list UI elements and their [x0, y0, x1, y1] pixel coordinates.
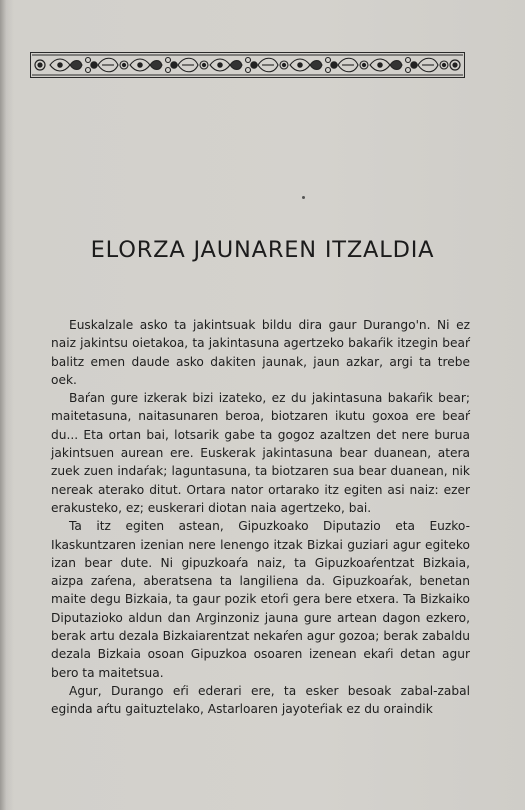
decorative-header-ornament-icon: [30, 52, 465, 78]
paragraph: Baŕan gure izkerak bizi izateko, ez du jakintasuna bakaŕik bear; maitetasuna, naitasunaren beroa, biotzaren ikutu goxoa ere beaŕ du... Eta ortan bai, lotsarik gabe ta gogoz azaltzen det nere burua jakintsuen aurean ere. Euskerak jakintasuna bear duanean, atera zuek zuen indaŕak; laguntasuna, ta biotzaren sua bear duanean, nik nereak aterako ditut. Ortara nator ortarako itz egiten asi naiz: ezer erakusteko, ez; euskerari diotan naia agertzeko, bai.: [51, 391, 470, 515]
paragraph: Ta itz egiten astean, Gipuzkoako Diputazio eta Euzko-Ikaskuntzaren izenian nere lenengo itzak Bizkai guziari agur egiteko izan bear dute. Ni gipuzkoaŕa naiz, ta Gipuzkoaŕentzat Bizkaia, aizpa zaŕena, aberatsena ta langiliena da. Gipuzkoaŕak, benetan maite degu Bizkaia, ta gaur pozik etoŕi gera bere etxera. Ta Bizkaiko Diputazioko aldun dan Arginzoniz jauna gure artean dagon ezkero, berak artu dezala Bizkaiarentzat nekaŕen agur gozoa; berak zabaldu dezala Bizkaia osoan Gipuzkoa osoaren izenean ekaŕi detan agur bero ta maitetsua.: [51, 519, 470, 680]
paragraph: Agur, Durango eŕi ederari ere, ta esker besoak zabal-zabal eginda aŕtu gaituztelako, Astarloaren jayoteŕiak ez du oraindik: [51, 683, 470, 717]
page-binding-edge: [0, 0, 6, 810]
document-body: [51, 316, 470, 719]
paragraph: Euskalzale asko ta jakintsuak bildu dira gaur Durango'n. Ni ez naiz jakintsu oietakoa, ta jakintasuna agertzeko bakaŕik itzegin beaŕ balitz emen daude asko dakiten jaunak, jaun azkar, argi ta trebe oek.: [51, 318, 470, 387]
document-title: ELORZA JAUNAREN ITZALDIA: [90, 237, 435, 264]
print-speck: [302, 196, 305, 199]
